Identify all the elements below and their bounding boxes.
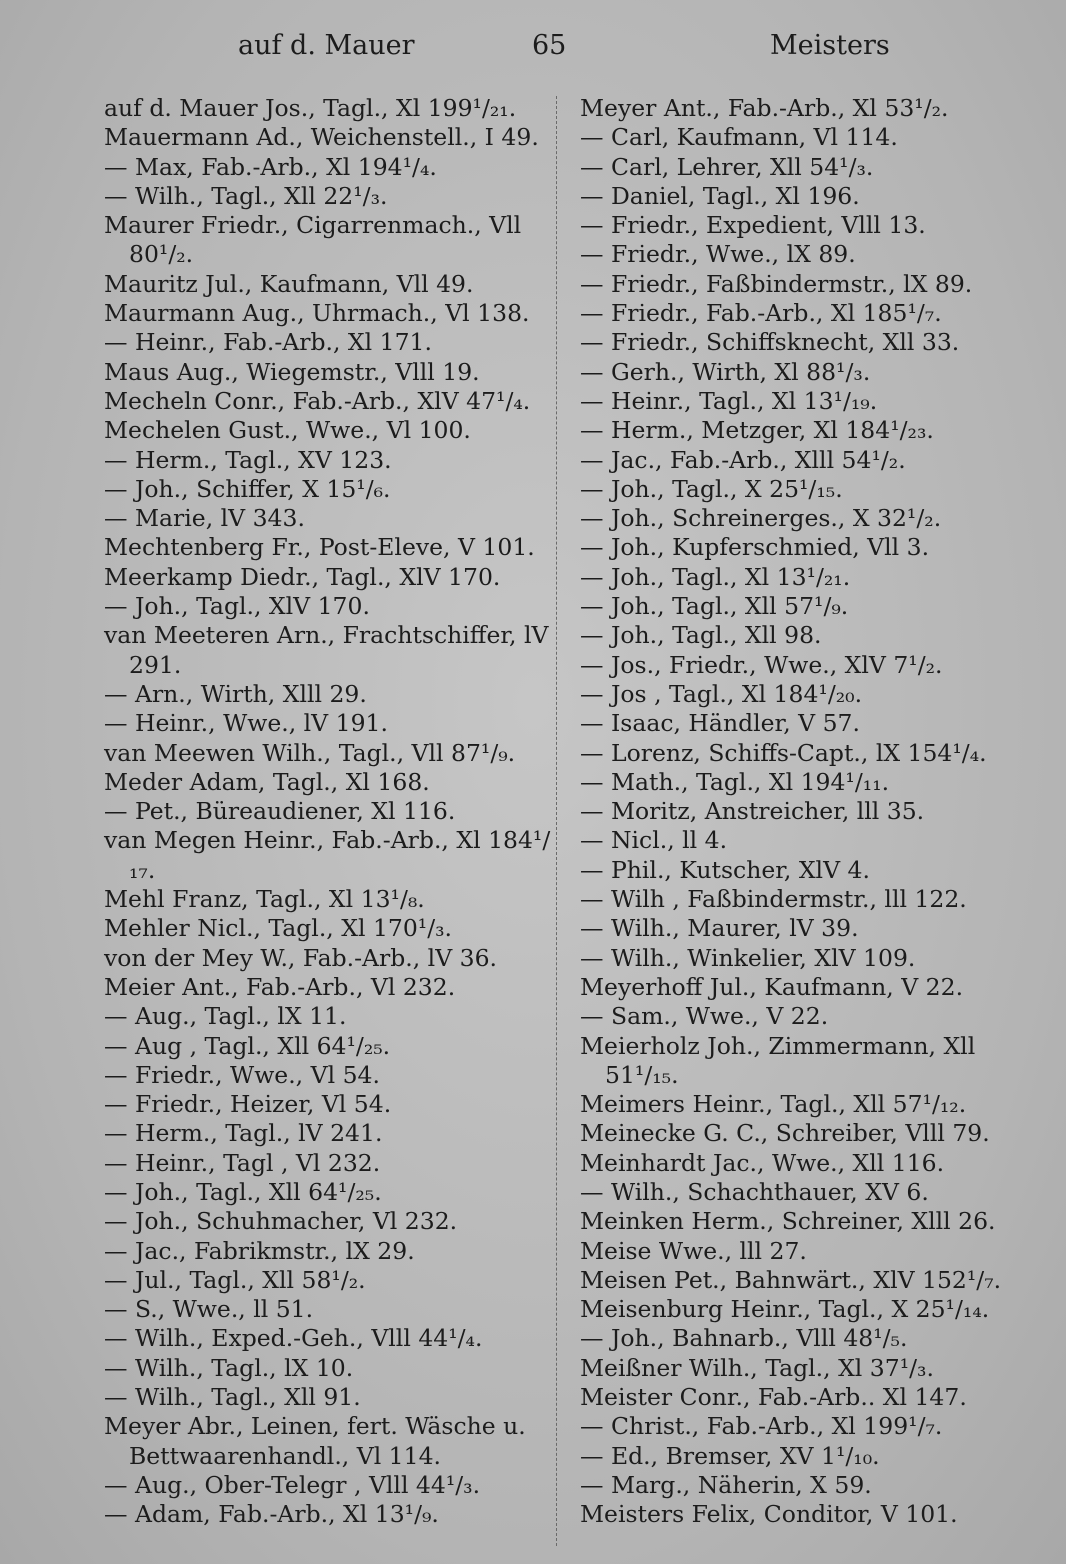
directory-entry: Meister Conr., Fab.-Arb.. Xl 147. xyxy=(580,1383,967,1412)
directory-entry: Meinhardt Jac., Wwe., Xll 116. xyxy=(580,1148,945,1177)
directory-entry: — Heinr., Fab.-Arb., Xl 171. xyxy=(104,328,432,357)
directory-entry: — Joh., Tagl., X 25¹/₁₅. xyxy=(580,474,843,503)
directory-entry: Mehl Franz, Tagl., Xl 13¹/₈. xyxy=(104,885,425,914)
directory-entry: Meyer Ant., Fab.-Arb., Xl 53¹/₂. xyxy=(580,94,949,122)
directory-entry: — Joh., Tagl., Xll 64¹/₂₅. xyxy=(104,1177,382,1206)
directory-entry: — Jul., Tagl., Xll 58¹/₂. xyxy=(104,1265,366,1294)
directory-entry: Meder Adam, Tagl., Xl 168. xyxy=(104,767,430,796)
directory-entry: — Herm., Metzger, Xl 184¹/₂₃. xyxy=(580,416,934,445)
directory-entry: — Herm., Tagl., lV 241. xyxy=(104,1119,383,1148)
directory-entry: Mehler Nicl., Tagl., Xl 170¹/₃. xyxy=(104,914,453,943)
directory-entry: Meier Ant., Fab.-Arb., Vl 232. xyxy=(104,972,456,1001)
directory-entry: — Daniel, Tagl., Xl 196. xyxy=(580,181,860,210)
header-left-keyword: auf d. Mauer xyxy=(238,30,415,61)
directory-entry: — Wilh., Tagl., lX 10. xyxy=(104,1353,354,1382)
directory-entry: Meise Wwe., lll 27. xyxy=(580,1236,807,1265)
directory-entry: — Gerh., Wirth, Xl 88¹/₃. xyxy=(580,357,871,386)
directory-entry: Maus Aug., Wiegemstr., Vlll 19. xyxy=(104,357,480,386)
directory-entry: van Megen Heinr., Fab.-Arb., Xl 184¹/₁₇. xyxy=(104,826,551,884)
directory-entry: — Heinr., Tagl., Xl 13¹/₁₉. xyxy=(580,386,878,415)
directory-entry: Meimers Heinr., Tagl., Xll 57¹/₁₂. xyxy=(580,1090,967,1119)
directory-entry: Maurmann Aug., Uhrmach., Vl 138. xyxy=(104,299,530,328)
directory-entry: — Joh., Schuhmacher, Vl 232. xyxy=(104,1207,458,1236)
directory-entry: — Wilh., Tagl., Xll 91. xyxy=(104,1383,361,1412)
directory-entry: — Isaac, Händler, V 57. xyxy=(580,709,860,738)
directory-entry: — Aug , Tagl., Xll 64¹/₂₅. xyxy=(104,1031,391,1060)
directory-entry: — Phil., Kutscher, XlV 4. xyxy=(580,855,870,884)
directory-entry: Meisen Pet., Bahnwärt., XlV 152¹/₇. xyxy=(580,1265,1002,1294)
directory-entry: Meyer Abr., Leinen, fert. Wäsche u. Bettwaarenhandl., Vl 114. xyxy=(104,1412,526,1470)
directory-entry: — Joh., Schiffer, X 15¹/₆. xyxy=(104,474,391,503)
directory-entry: — Nicl., ll 4. xyxy=(580,826,728,855)
directory-entry: — Aug., Tagl., lX 11. xyxy=(104,1002,347,1031)
directory-entry: Meinecke G. C., Schreiber, Vlll 79. xyxy=(580,1119,990,1148)
directory-entry: — Joh., Schreinerges., X 32¹/₂. xyxy=(580,504,942,533)
directory-entry: — Herm., Tagl., XV 123. xyxy=(104,445,392,474)
directory-entry: Meisters Felix, Conditor, V 101. xyxy=(580,1500,958,1529)
directory-entry: — Friedr., Wwe., Vl 54. xyxy=(104,1060,380,1089)
directory-entry: — Joh., Tagl., XlV 170. xyxy=(104,592,370,621)
directory-entry: — Friedr., Heizer, Vl 54. xyxy=(104,1090,392,1119)
directory-entry: — Jos., Friedr., Wwe., XlV 7¹/₂. xyxy=(580,650,943,679)
directory-entry: — Sam., Wwe., V 22. xyxy=(580,1002,829,1031)
directory-entry: — S., Wwe., ll 51. xyxy=(104,1295,314,1324)
directory-entry: Meyerhoff Jul., Kaufmann, V 22. xyxy=(580,972,964,1001)
directory-entry: — Math., Tagl., Xl 194¹/₁₁. xyxy=(580,767,890,796)
directory-entry: — Joh., Tagl., Xl 13¹/₂₁. xyxy=(580,562,851,591)
directory-entry: — Jac., Fab.-Arb., Xlll 54¹/₂. xyxy=(580,445,906,474)
directory-entry: Mauermann Ad., Weichenstell., I 49. xyxy=(104,123,539,152)
directory-entry: — Joh., Tagl., Xll 57¹/₉. xyxy=(580,592,849,621)
directory-entry: — Moritz, Anstreicher, lll 35. xyxy=(580,797,925,826)
header-right-keyword: Meisters xyxy=(770,30,890,61)
directory-entry: — Wilh., Winkelier, XlV 109. xyxy=(580,943,916,972)
directory-entry: — Wilh., Exped.-Geh., Vlll 44¹/₄. xyxy=(104,1324,483,1353)
directory-entry: — Carl, Lehrer, Xll 54¹/₃. xyxy=(580,152,874,181)
directory-entry: — Ed., Bremser, XV 1¹/₁₀. xyxy=(580,1441,880,1470)
directory-entry: — Jos , Tagl., Xl 184¹/₂₀. xyxy=(580,679,863,708)
directory-entry: — Wilh., Maurer, lV 39. xyxy=(580,914,859,943)
directory-entry: — Joh., Kupferschmied, Vll 3. xyxy=(580,533,930,562)
directory-entry: Meißner Wilh., Tagl., Xl 37¹/₃. xyxy=(580,1353,934,1382)
directory-entry: — Aug., Ober-Telegr , Vlll 44¹/₃. xyxy=(104,1470,481,1499)
directory-entry: — Marie, lV 343. xyxy=(104,504,305,533)
directory-entry: Meierholz Joh., Zimmermann, Xll 51¹/₁₅. xyxy=(580,1031,976,1089)
directory-entry: Maurer Friedr., Cigarrenmach., Vll 80¹/₂. xyxy=(104,211,522,269)
directory-entry: — Carl, Kaufmann, Vl 114. xyxy=(580,123,898,152)
page-number: 65 xyxy=(532,30,567,61)
running-header xyxy=(0,30,1066,70)
right-column xyxy=(580,94,1020,1530)
directory-entry: — Jac., Fabrikmstr., lX 29. xyxy=(104,1236,415,1265)
directory-entry: — Christ., Fab.-Arb., Xl 199¹/₇. xyxy=(580,1412,943,1441)
directory-entry: — Heinr., Wwe., lV 191. xyxy=(104,709,388,738)
directory-entry: — Joh., Tagl., Xll 98. xyxy=(580,621,822,650)
directory-entry: — Adam, Fab.-Arb., Xl 13¹/₉. xyxy=(104,1500,439,1529)
directory-entry: — Arn., Wirth, Xlll 29. xyxy=(104,679,367,708)
directory-entry: — Friedr., Schiffsknecht, Xll 33. xyxy=(580,328,960,357)
directory-entry: — Max, Fab.-Arb., Xl 194¹/₄. xyxy=(104,152,437,181)
directory-entry: Mauritz Jul., Kaufmann, Vll 49. xyxy=(104,269,474,298)
directory-entry: Meisenburg Heinr., Tagl., X 25¹/₁₄. xyxy=(580,1295,990,1324)
directory-entry: — Friedr., Expedient, Vlll 13. xyxy=(580,211,926,240)
directory-entry: — Pet., Büreaudiener, Xl 116. xyxy=(104,797,456,826)
directory-entry: auf d. Mauer Jos., Tagl., Xl 199¹/₂₁. xyxy=(104,94,517,122)
directory-entry: — Friedr., Fab.-Arb., Xl 185¹/₇. xyxy=(580,299,942,328)
directory-entry: — Lorenz, Schiffs-Capt., lX 154¹/₄. xyxy=(580,738,987,767)
column-divider xyxy=(556,96,557,1546)
directory-entry: — Friedr., Faßbindermstr., lX 89. xyxy=(580,269,973,298)
directory-entry: — Wilh., Tagl., Xll 22¹/₃. xyxy=(104,181,388,210)
directory-entry: — Wilh., Schachthauer, XV 6. xyxy=(580,1177,929,1206)
directory-entry: Meerkamp Diedr., Tagl., XlV 170. xyxy=(104,562,501,591)
directory-entry: — Friedr., Wwe., lX 89. xyxy=(580,240,856,269)
left-column xyxy=(104,94,556,1530)
directory-entry: van Meewen Wilh., Tagl., Vll 87¹/₉. xyxy=(104,738,516,767)
directory-entry: — Joh., Bahnarb., Vlll 48¹/₅. xyxy=(580,1324,908,1353)
directory-entry: — Heinr., Tagl , Vl 232. xyxy=(104,1148,381,1177)
directory-entry: von der Mey W., Fab.-Arb., lV 36. xyxy=(104,943,498,972)
directory-entry: — Wilh , Faßbindermstr., lll 122. xyxy=(580,885,967,914)
directory-entry: — Marg., Näherin, X 59. xyxy=(580,1470,872,1499)
directory-entry: van Meeteren Arn., Frachtschiffer, lV 291. xyxy=(104,621,549,679)
directory-entry: Meinken Herm., Schreiner, Xlll 26. xyxy=(580,1207,996,1236)
directory-entry: Mechtenberg Fr., Post-Eleve, V 101. xyxy=(104,533,535,562)
directory-entry: Mechelen Gust., Wwe., Vl 100. xyxy=(104,416,471,445)
directory-entry: Mecheln Conr., Fab.-Arb., XlV 47¹/₄. xyxy=(104,386,531,415)
